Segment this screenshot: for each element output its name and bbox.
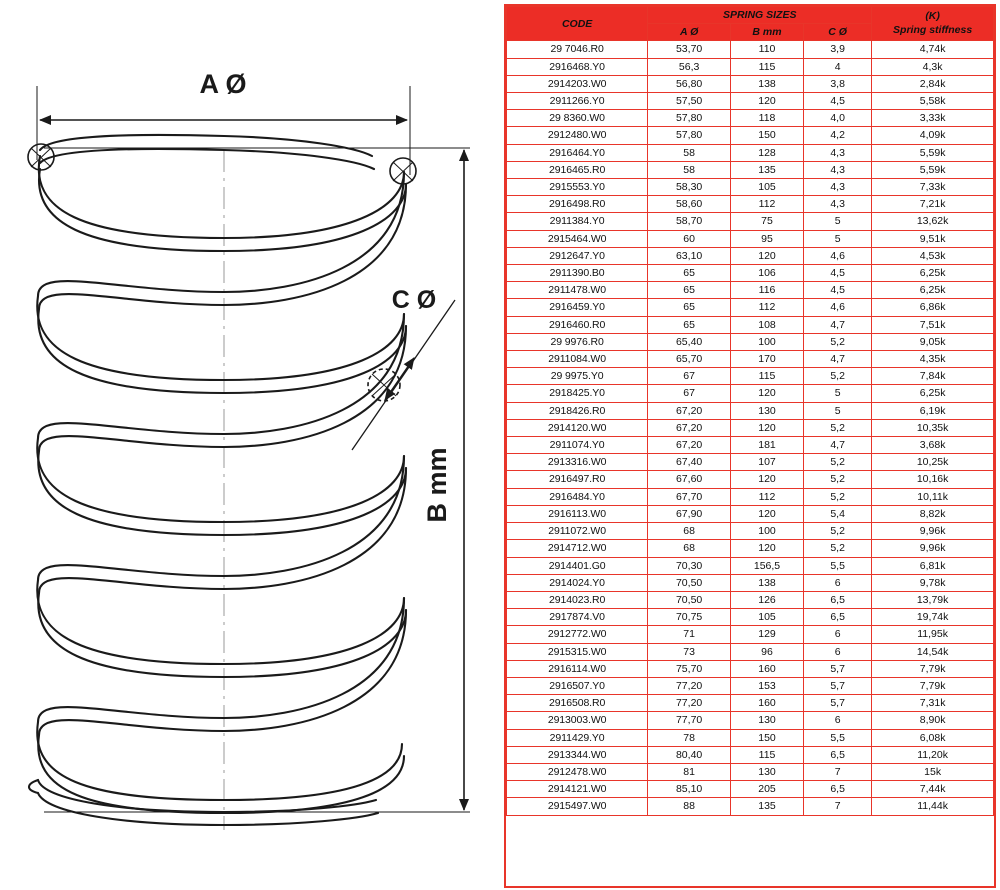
cell-a-diameter: 85,10 (648, 781, 731, 798)
table-row[interactable] (507, 196, 994, 213)
cell-b-length: 100 (731, 523, 804, 540)
cell-stiffness: 4,35k (872, 351, 994, 368)
table-row[interactable] (507, 763, 994, 780)
cell-c-diameter: 4,3 (804, 196, 872, 213)
cell-stiffness: 7,44k (872, 781, 994, 798)
header-stiffness-symbol: (K) (925, 10, 940, 23)
cell-a-diameter: 65 (648, 299, 731, 316)
cell-stiffness: 6,25k (872, 385, 994, 402)
cell-stiffness: 10,16k (872, 471, 994, 488)
cell-b-length: 112 (731, 299, 804, 316)
cell-c-diameter: 6,5 (804, 746, 872, 763)
cell-code: 2916114.W0 (507, 660, 648, 677)
cell-b-length: 112 (731, 488, 804, 505)
table-row[interactable] (507, 402, 994, 419)
table-row[interactable] (507, 385, 994, 402)
cell-stiffness: 9,05k (872, 333, 994, 350)
cell-a-diameter: 56,80 (648, 75, 731, 92)
cell-stiffness: 7,31k (872, 695, 994, 712)
cell-b-length: 150 (731, 729, 804, 746)
cell-c-diameter: 4,0 (804, 110, 872, 127)
cell-a-diameter: 77,70 (648, 712, 731, 729)
table-row[interactable] (507, 110, 994, 127)
table-row[interactable] (507, 93, 994, 110)
cell-code: 2914120.W0 (507, 419, 648, 436)
cell-stiffness: 14,54k (872, 643, 994, 660)
cell-b-length: 120 (731, 247, 804, 264)
cell-code: 2916508.R0 (507, 695, 648, 712)
cell-a-diameter: 63,10 (648, 247, 731, 264)
cell-stiffness: 3,33k (872, 110, 994, 127)
table-row[interactable] (507, 316, 994, 333)
cell-b-length: 105 (731, 609, 804, 626)
cell-code: 29 9975.Y0 (507, 368, 648, 385)
cell-c-diameter: 5,5 (804, 729, 872, 746)
cell-stiffness: 4,74k (872, 41, 994, 58)
cell-c-diameter: 5,7 (804, 677, 872, 694)
dimension-a-outer-diameter (40, 69, 407, 120)
cell-c-diameter: 7 (804, 798, 872, 815)
cell-b-length: 105 (731, 179, 804, 196)
table-row[interactable] (507, 574, 994, 591)
cell-stiffness: 10,35k (872, 419, 994, 436)
cell-c-diameter: 5 (804, 230, 872, 247)
cell-b-length: 110 (731, 41, 804, 58)
cell-stiffness: 5,59k (872, 144, 994, 161)
cell-code: 2916497.R0 (507, 471, 648, 488)
table-row[interactable] (507, 419, 994, 436)
cell-c-diameter: 6 (804, 712, 872, 729)
cell-stiffness: 4,3k (872, 58, 994, 75)
cell-a-diameter: 73 (648, 643, 731, 660)
cell-stiffness: 10,11k (872, 488, 994, 505)
table-row[interactable] (507, 144, 994, 161)
cell-a-diameter: 65 (648, 265, 731, 282)
header-spring-stiffness (872, 7, 994, 41)
cell-c-diameter: 4,6 (804, 299, 872, 316)
cell-stiffness: 10,25k (872, 454, 994, 471)
cell-b-length: 100 (731, 333, 804, 350)
cell-code: 2913003.W0 (507, 712, 648, 729)
cell-c-diameter: 6,5 (804, 781, 872, 798)
cell-a-diameter: 60 (648, 230, 731, 247)
cell-b-length: 205 (731, 781, 804, 798)
cell-stiffness: 7,79k (872, 677, 994, 694)
cell-a-diameter: 70,30 (648, 557, 731, 574)
table-row[interactable] (507, 230, 994, 247)
cell-code: 2916465.R0 (507, 161, 648, 178)
cell-a-diameter: 65 (648, 316, 731, 333)
cell-stiffness: 6,25k (872, 265, 994, 282)
cell-c-diameter: 4,5 (804, 93, 872, 110)
cell-a-diameter: 67,20 (648, 402, 731, 419)
spring-specification-table (504, 4, 996, 888)
cell-b-length: 107 (731, 454, 804, 471)
cell-stiffness: 6,19k (872, 402, 994, 419)
cell-code: 2916498.R0 (507, 196, 648, 213)
cell-c-diameter: 4,5 (804, 265, 872, 282)
cell-b-length: 115 (731, 368, 804, 385)
cell-code: 2914023.R0 (507, 591, 648, 608)
cell-b-length: 120 (731, 385, 804, 402)
cell-c-diameter: 4,3 (804, 179, 872, 196)
cell-code: 2911084.W0 (507, 351, 648, 368)
cell-stiffness: 7,84k (872, 368, 994, 385)
table-row[interactable] (507, 437, 994, 454)
cell-code: 2911429.Y0 (507, 729, 648, 746)
table-row[interactable] (507, 161, 994, 178)
cell-b-length: 135 (731, 798, 804, 815)
cell-code: 2916468.Y0 (507, 58, 648, 75)
cell-code: 2912772.W0 (507, 626, 648, 643)
header-code: CODE (507, 7, 648, 41)
cell-code: 2914121.W0 (507, 781, 648, 798)
table-row[interactable] (507, 557, 994, 574)
dimension-b-free-length (422, 150, 464, 810)
cell-code: 2913344.W0 (507, 746, 648, 763)
cell-code: 2911074.Y0 (507, 437, 648, 454)
cell-c-diameter: 6,5 (804, 609, 872, 626)
table-row[interactable] (507, 127, 994, 144)
table-row[interactable] (507, 299, 994, 316)
cell-code: 2915497.W0 (507, 798, 648, 815)
cell-a-diameter: 70,50 (648, 574, 731, 591)
cell-b-length: 170 (731, 351, 804, 368)
table-head (507, 7, 994, 41)
cell-stiffness: 4,09k (872, 127, 994, 144)
cell-c-diameter: 6 (804, 574, 872, 591)
table-row[interactable] (507, 781, 994, 798)
table-row[interactable] (507, 677, 994, 694)
cell-c-diameter: 5 (804, 402, 872, 419)
cell-b-length: 115 (731, 58, 804, 75)
cell-stiffness: 6,81k (872, 557, 994, 574)
cell-code: 2916464.Y0 (507, 144, 648, 161)
cell-stiffness: 11,44k (872, 798, 994, 815)
cell-code: 29 9976.R0 (507, 333, 648, 350)
table-row[interactable] (507, 591, 994, 608)
table-body (507, 41, 994, 815)
cell-code: 2911072.W0 (507, 523, 648, 540)
cell-stiffness: 6,25k (872, 282, 994, 299)
cell-b-length: 108 (731, 316, 804, 333)
cell-code: 2912647.Y0 (507, 247, 648, 264)
cell-c-diameter: 5,2 (804, 471, 872, 488)
cell-a-diameter: 71 (648, 626, 731, 643)
cell-c-diameter: 6 (804, 643, 872, 660)
cell-stiffness: 19,74k (872, 609, 994, 626)
cell-c-diameter: 4,7 (804, 351, 872, 368)
cell-b-length: 126 (731, 591, 804, 608)
cell-code: 29 8360.W0 (507, 110, 648, 127)
cell-code: 29 7046.R0 (507, 41, 648, 58)
cell-code: 2916113.W0 (507, 505, 648, 522)
cell-code: 2917874.V0 (507, 609, 648, 626)
table-row[interactable] (507, 471, 994, 488)
table-row[interactable] (507, 58, 994, 75)
cell-stiffness: 5,58k (872, 93, 994, 110)
cell-a-diameter: 58,70 (648, 213, 731, 230)
cell-b-length: 75 (731, 213, 804, 230)
cell-code: 2914712.W0 (507, 540, 648, 557)
table-row[interactable] (507, 179, 994, 196)
cell-stiffness: 5,59k (872, 161, 994, 178)
cell-a-diameter: 70,75 (648, 609, 731, 626)
cell-a-diameter: 67,70 (648, 488, 731, 505)
cell-stiffness: 15k (872, 763, 994, 780)
table-row[interactable] (507, 333, 994, 350)
cell-a-diameter: 77,20 (648, 677, 731, 694)
header-a-diameter: A Ø (648, 24, 731, 41)
cell-b-length: 128 (731, 144, 804, 161)
cell-c-diameter: 7 (804, 763, 872, 780)
cell-a-diameter: 68 (648, 540, 731, 557)
table-row[interactable] (507, 488, 994, 505)
coil-body (29, 135, 406, 825)
cell-stiffness: 7,79k (872, 660, 994, 677)
cell-b-length: 135 (731, 161, 804, 178)
table-row[interactable] (507, 454, 994, 471)
cell-a-diameter: 78 (648, 729, 731, 746)
cell-a-diameter: 56,3 (648, 58, 731, 75)
cell-c-diameter: 5,2 (804, 419, 872, 436)
cell-a-diameter: 67 (648, 368, 731, 385)
cell-b-length: 120 (731, 93, 804, 110)
cell-c-diameter: 5 (804, 213, 872, 230)
table-row[interactable] (507, 213, 994, 230)
table-row[interactable] (507, 746, 994, 763)
cell-stiffness: 2,84k (872, 75, 994, 92)
table-row[interactable] (507, 798, 994, 815)
cell-c-diameter: 4,6 (804, 247, 872, 264)
cell-a-diameter: 68 (648, 523, 731, 540)
cell-a-diameter: 67,60 (648, 471, 731, 488)
cell-code: 2914024.Y0 (507, 574, 648, 591)
cell-code: 2915553.Y0 (507, 179, 648, 196)
cell-code: 2912478.W0 (507, 763, 648, 780)
cell-b-length: 120 (731, 540, 804, 557)
header-spring-sizes: SPRING SIZES (648, 7, 872, 24)
spec-table (506, 6, 994, 816)
header-row-main (507, 7, 994, 24)
cell-b-length: 120 (731, 419, 804, 436)
table-row[interactable] (507, 523, 994, 540)
cell-code: 2913316.W0 (507, 454, 648, 471)
cell-stiffness: 9,96k (872, 523, 994, 540)
cell-b-length: 130 (731, 402, 804, 419)
cell-stiffness: 7,21k (872, 196, 994, 213)
cell-b-length: 130 (731, 763, 804, 780)
cell-stiffness: 6,08k (872, 729, 994, 746)
table-row[interactable] (507, 609, 994, 626)
table-row[interactable] (507, 626, 994, 643)
cell-a-diameter: 57,80 (648, 110, 731, 127)
cell-b-length: 138 (731, 75, 804, 92)
cell-code: 2918425.Y0 (507, 385, 648, 402)
cell-a-diameter: 58 (648, 144, 731, 161)
cell-stiffness: 9,78k (872, 574, 994, 591)
cell-code: 2914401.G0 (507, 557, 648, 574)
cell-stiffness: 7,51k (872, 316, 994, 333)
table-row[interactable] (507, 75, 994, 92)
cell-code: 2916507.Y0 (507, 677, 648, 694)
cell-b-length: 95 (731, 230, 804, 247)
cell-code: 2916460.R0 (507, 316, 648, 333)
cell-a-diameter: 67,40 (648, 454, 731, 471)
cell-a-diameter: 67 (648, 385, 731, 402)
cell-a-diameter: 58,30 (648, 179, 731, 196)
cell-a-diameter: 65,40 (648, 333, 731, 350)
dimension-c-wire-diameter (352, 286, 455, 450)
cell-stiffness: 9,51k (872, 230, 994, 247)
cell-c-diameter: 5,2 (804, 488, 872, 505)
cell-stiffness: 8,82k (872, 505, 994, 522)
header-stiffness-text: Spring stiffness (893, 23, 973, 36)
cell-c-diameter: 5,2 (804, 523, 872, 540)
cell-stiffness: 8,90k (872, 712, 994, 729)
cell-c-diameter: 6,5 (804, 591, 872, 608)
cell-c-diameter: 4,3 (804, 144, 872, 161)
cell-a-diameter: 65 (648, 282, 731, 299)
cell-a-diameter: 81 (648, 763, 731, 780)
cell-a-diameter: 53,70 (648, 41, 731, 58)
cell-a-diameter: 58 (648, 161, 731, 178)
cell-code: 2918426.R0 (507, 402, 648, 419)
cell-b-length: 129 (731, 626, 804, 643)
cell-stiffness: 6,86k (872, 299, 994, 316)
cell-c-diameter: 4,7 (804, 437, 872, 454)
table-row[interactable] (507, 265, 994, 282)
table-row[interactable] (507, 643, 994, 660)
cell-b-length: 116 (731, 282, 804, 299)
cell-b-length: 115 (731, 746, 804, 763)
cell-c-diameter: 5,4 (804, 505, 872, 522)
cell-a-diameter: 70,50 (648, 591, 731, 608)
cell-c-diameter: 5,7 (804, 695, 872, 712)
cell-b-length: 118 (731, 110, 804, 127)
cell-c-diameter: 4 (804, 58, 872, 75)
cell-b-length: 150 (731, 127, 804, 144)
cell-stiffness: 13,62k (872, 213, 994, 230)
cell-code: 2915464.W0 (507, 230, 648, 247)
table-row[interactable] (507, 695, 994, 712)
cell-a-diameter: 67,20 (648, 419, 731, 436)
cell-c-diameter: 6 (804, 626, 872, 643)
cell-a-diameter: 65,70 (648, 351, 731, 368)
cell-a-diameter: 75,70 (648, 660, 731, 677)
table-row[interactable] (507, 505, 994, 522)
table-row[interactable] (507, 247, 994, 264)
cell-code: 2911478.W0 (507, 282, 648, 299)
cell-b-length: 106 (731, 265, 804, 282)
header-b-length: B mm (731, 24, 804, 41)
cell-code: 2915315.W0 (507, 643, 648, 660)
cell-code: 2911384.Y0 (507, 213, 648, 230)
cell-code: 2912480.W0 (507, 127, 648, 144)
cell-a-diameter: 67,20 (648, 437, 731, 454)
cell-b-length: 181 (731, 437, 804, 454)
cell-stiffness: 11,20k (872, 746, 994, 763)
cell-stiffness: 7,33k (872, 179, 994, 196)
cell-c-diameter: 5,5 (804, 557, 872, 574)
cell-code: 2914203.W0 (507, 75, 648, 92)
cell-c-diameter: 3,9 (804, 41, 872, 58)
cell-c-diameter: 4,3 (804, 161, 872, 178)
cell-b-length: 160 (731, 695, 804, 712)
cell-b-length: 156,5 (731, 557, 804, 574)
cell-c-diameter: 5,2 (804, 368, 872, 385)
cell-stiffness: 13,79k (872, 591, 994, 608)
cell-stiffness: 9,96k (872, 540, 994, 557)
cell-b-length: 130 (731, 712, 804, 729)
label-c-diameter: C Ø (391, 286, 437, 314)
cell-a-diameter: 57,80 (648, 127, 731, 144)
label-a-diameter: A Ø (199, 69, 247, 99)
cell-a-diameter: 88 (648, 798, 731, 815)
table-row[interactable] (507, 660, 994, 677)
table-row[interactable] (507, 712, 994, 729)
cell-c-diameter: 5,2 (804, 454, 872, 471)
cell-a-diameter: 77,20 (648, 695, 731, 712)
cell-code: 2916484.Y0 (507, 488, 648, 505)
cell-a-diameter: 57,50 (648, 93, 731, 110)
cell-c-diameter: 4,7 (804, 316, 872, 333)
cell-b-length: 160 (731, 660, 804, 677)
cell-a-diameter: 80,40 (648, 746, 731, 763)
cell-c-diameter: 4,5 (804, 282, 872, 299)
cell-b-length: 120 (731, 471, 804, 488)
cell-a-diameter: 58,60 (648, 196, 731, 213)
table-row[interactable] (507, 282, 994, 299)
cell-b-length: 120 (731, 505, 804, 522)
cell-c-diameter: 5,2 (804, 540, 872, 557)
cell-b-length: 138 (731, 574, 804, 591)
table-row[interactable] (507, 41, 994, 58)
header-c-diameter: C Ø (804, 24, 872, 41)
cell-code: 2911390.B0 (507, 265, 648, 282)
cell-c-diameter: 3,8 (804, 75, 872, 92)
cell-b-length: 96 (731, 643, 804, 660)
cell-stiffness: 3,68k (872, 437, 994, 454)
cell-stiffness: 11,95k (872, 626, 994, 643)
label-b-length: B mm (422, 447, 452, 523)
cell-b-length: 112 (731, 196, 804, 213)
cell-c-diameter: 4,2 (804, 127, 872, 144)
table-row[interactable] (507, 729, 994, 746)
cell-stiffness: 4,53k (872, 247, 994, 264)
cell-code: 2911266.Y0 (507, 93, 648, 110)
cell-b-length: 153 (731, 677, 804, 694)
cell-c-diameter: 5,2 (804, 333, 872, 350)
table-row[interactable] (507, 540, 994, 557)
cell-code: 2916459.Y0 (507, 299, 648, 316)
table-row[interactable] (507, 351, 994, 368)
cell-c-diameter: 5 (804, 385, 872, 402)
table-row[interactable] (507, 368, 994, 385)
cell-c-diameter: 5,7 (804, 660, 872, 677)
cell-a-diameter: 67,90 (648, 505, 731, 522)
